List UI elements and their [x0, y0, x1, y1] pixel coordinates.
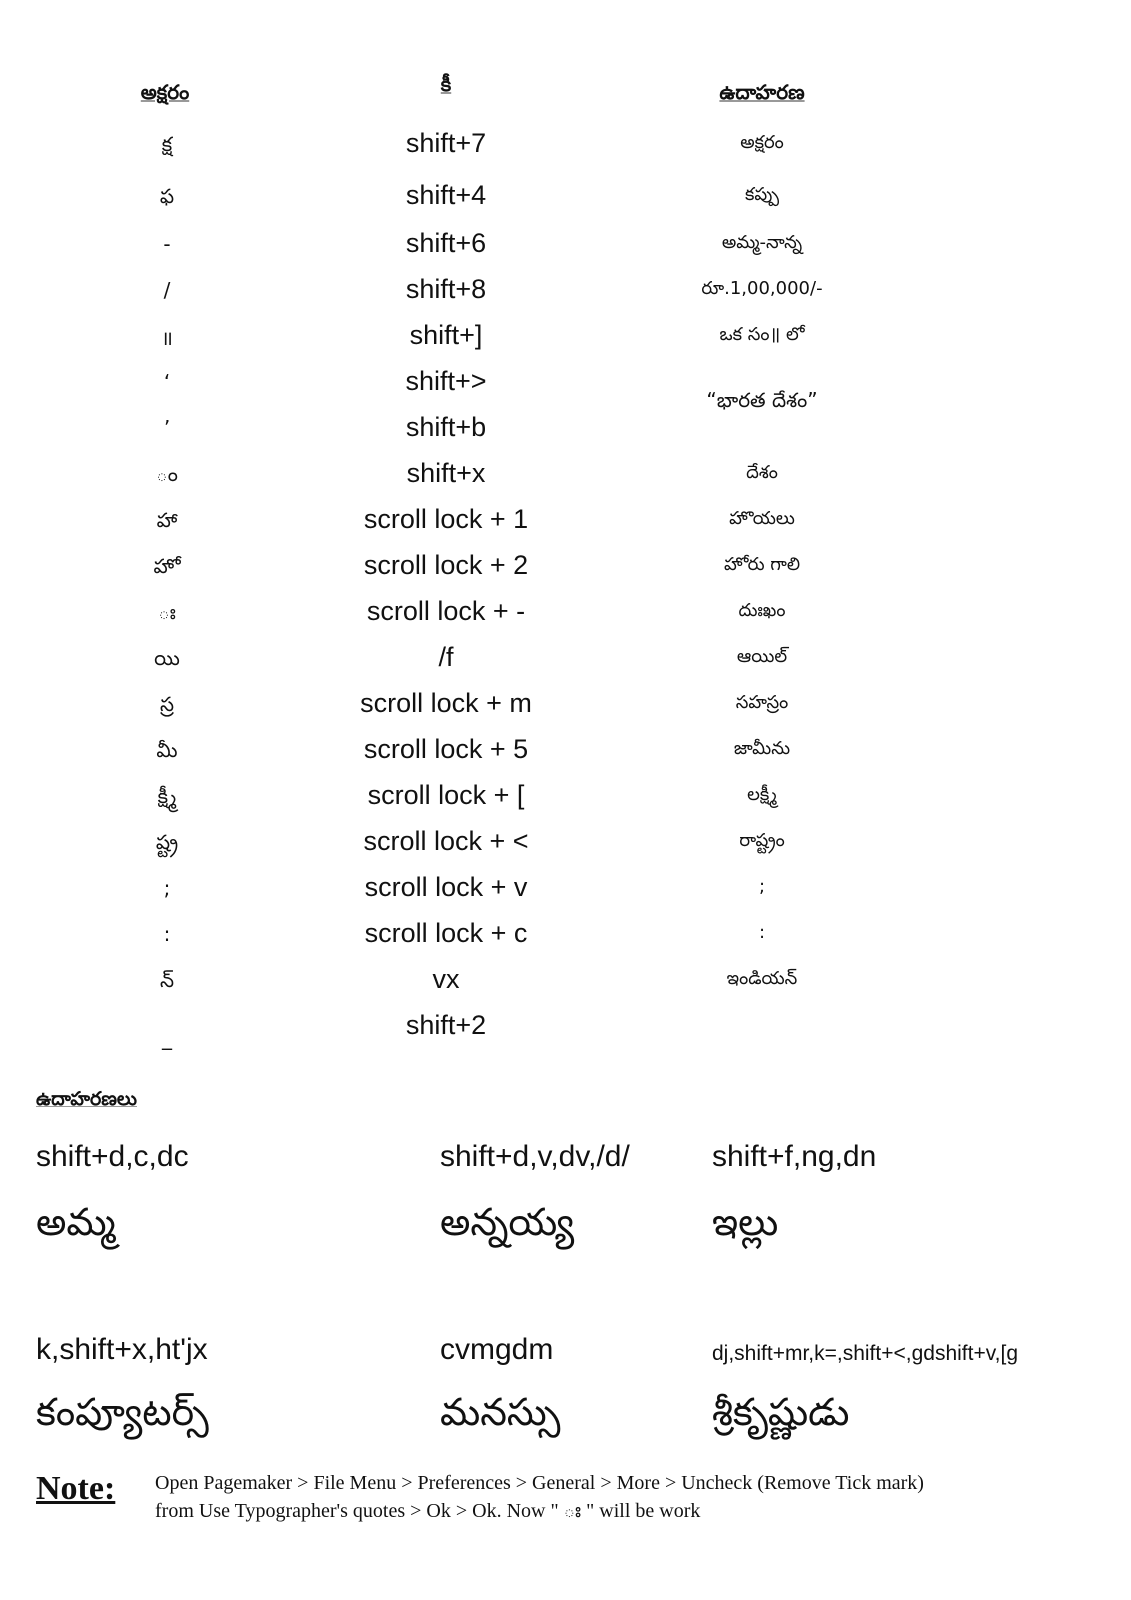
row-key: vx	[432, 964, 460, 994]
note-line-2: from Use Typographer's quotes > Ok > Ok. Now " ః " will be work	[155, 1500, 701, 1522]
table-row	[0, 688, 1131, 734]
row-key: scroll lock + 5	[363, 734, 529, 764]
row-letter: హా	[156, 508, 178, 532]
example-keys: shift+d,c,dc	[36, 1140, 189, 1173]
example-keys: k,shift+x,ht'jx	[36, 1333, 208, 1366]
row-example: :	[758, 922, 766, 943]
table-row	[0, 826, 1131, 872]
row-example: దుఃఖం	[738, 600, 786, 621]
table-row	[0, 1010, 1131, 1056]
note-label: Note:	[36, 1470, 116, 1507]
row-letter: _	[162, 1026, 172, 1050]
row-example: అమ్మ-నాన్న	[721, 232, 803, 253]
row-letter: -	[163, 232, 171, 256]
row-key: scroll lock + 1	[363, 504, 529, 534]
row-letter: మీ	[156, 738, 178, 762]
table-row	[0, 180, 1131, 226]
row-key: scroll lock + [	[367, 780, 525, 810]
table-row	[0, 228, 1131, 274]
row-example: హోరు గాలి	[723, 554, 801, 575]
row-letter: న్	[159, 968, 175, 992]
row-letter: ‘	[163, 370, 171, 394]
row-example: ఒక సం॥ లో	[719, 324, 805, 345]
row-key: shift+6	[405, 228, 487, 258]
header-letter: అక్షరం	[140, 80, 190, 104]
row-example: లక్ష్మీ	[747, 784, 777, 805]
table-row	[0, 458, 1131, 504]
merged-example-quotes: “భారత దేశం”	[706, 388, 818, 412]
table-row	[0, 320, 1131, 366]
row-key: shift+2	[405, 1010, 487, 1040]
examples-heading: ఉదాహరణలు	[36, 1088, 137, 1110]
row-letter: :	[163, 922, 171, 946]
example-word: అన్నయ్య	[440, 1200, 575, 1244]
table-row	[0, 918, 1131, 964]
row-letter: ఫ	[159, 184, 175, 208]
row-example: సహస్రం	[735, 692, 789, 713]
example-keys: shift+f,ng,dn	[712, 1140, 877, 1173]
table-row	[0, 964, 1131, 1010]
row-letter: ’	[163, 416, 171, 440]
table-row	[0, 596, 1131, 642]
row-key: scroll lock + v	[364, 872, 528, 902]
row-example: జామీను	[733, 738, 791, 759]
row-key: shift+7	[405, 128, 487, 158]
note-line-1: Open Pagemaker > File Menu > Preferences > General > More > Uncheck (Remove Tick mark)	[155, 1472, 924, 1494]
row-example: హొయలు	[729, 508, 795, 529]
table-row	[0, 872, 1131, 918]
table-row	[0, 642, 1131, 688]
row-letter: హో	[153, 554, 181, 578]
row-key: scroll lock + c	[364, 918, 528, 948]
example-word: కంప్యూటర్స్	[36, 1390, 209, 1434]
row-key: shift+x	[406, 458, 486, 488]
row-letter: స్ర	[159, 692, 175, 716]
row-key: /f	[438, 642, 454, 672]
example-word: శ్రీకృష్ణుడు	[712, 1390, 850, 1434]
example-keys: shift+d,v,dv,/d/	[440, 1140, 630, 1173]
example-word: అమ్మ	[36, 1200, 116, 1244]
row-letter: ః	[158, 600, 176, 624]
example-keys: cvmgdm	[440, 1333, 554, 1366]
row-key: scroll lock + 2	[363, 550, 529, 580]
row-key: scroll lock + -	[366, 596, 526, 626]
table-row	[0, 504, 1131, 550]
row-key: shift+]	[409, 320, 483, 350]
row-example: ;	[758, 876, 766, 897]
row-letter: ష్ట్ర	[155, 830, 179, 854]
table-row	[0, 274, 1131, 320]
row-key: scroll lock + m	[360, 688, 532, 718]
row-key: scroll lock + <	[363, 826, 529, 856]
row-letter: యి	[154, 646, 180, 670]
row-example: రూ.1,00,000/-	[701, 278, 823, 299]
header-key: కీ	[440, 72, 452, 96]
example-word: మనస్సు	[440, 1390, 561, 1434]
row-example: కప్పు	[744, 184, 780, 205]
header-example: ఉదాహరణ	[719, 80, 805, 104]
example-word: ఇల్లు	[712, 1200, 779, 1244]
table-row	[0, 128, 1131, 174]
row-letter: ం	[156, 462, 178, 486]
row-example: దేశం	[746, 462, 778, 483]
row-key: shift+>	[405, 366, 487, 396]
table-row	[0, 366, 1131, 412]
example-keys: dj,shift+mr,k=,shift+<,gdshift+v,[g	[712, 1342, 1019, 1365]
table-row	[0, 734, 1131, 780]
row-example: ఆయిల్	[736, 646, 788, 667]
row-letter: క్ష	[161, 132, 173, 156]
row-key: shift+b	[405, 412, 487, 442]
row-example: రాష్ట్రం	[739, 830, 785, 851]
table-row	[0, 780, 1131, 826]
row-key: shift+8	[405, 274, 487, 304]
row-letter: క్ష్మీ	[157, 784, 177, 808]
table-row	[0, 412, 1131, 458]
row-letter: /	[163, 278, 171, 302]
row-key: shift+4	[405, 180, 487, 210]
row-letter: ;	[163, 876, 171, 900]
row-letter: ॥	[161, 326, 173, 350]
row-example: ఇండియన్	[726, 968, 798, 989]
row-example: అక్షరం	[740, 132, 784, 153]
table-row	[0, 550, 1131, 596]
